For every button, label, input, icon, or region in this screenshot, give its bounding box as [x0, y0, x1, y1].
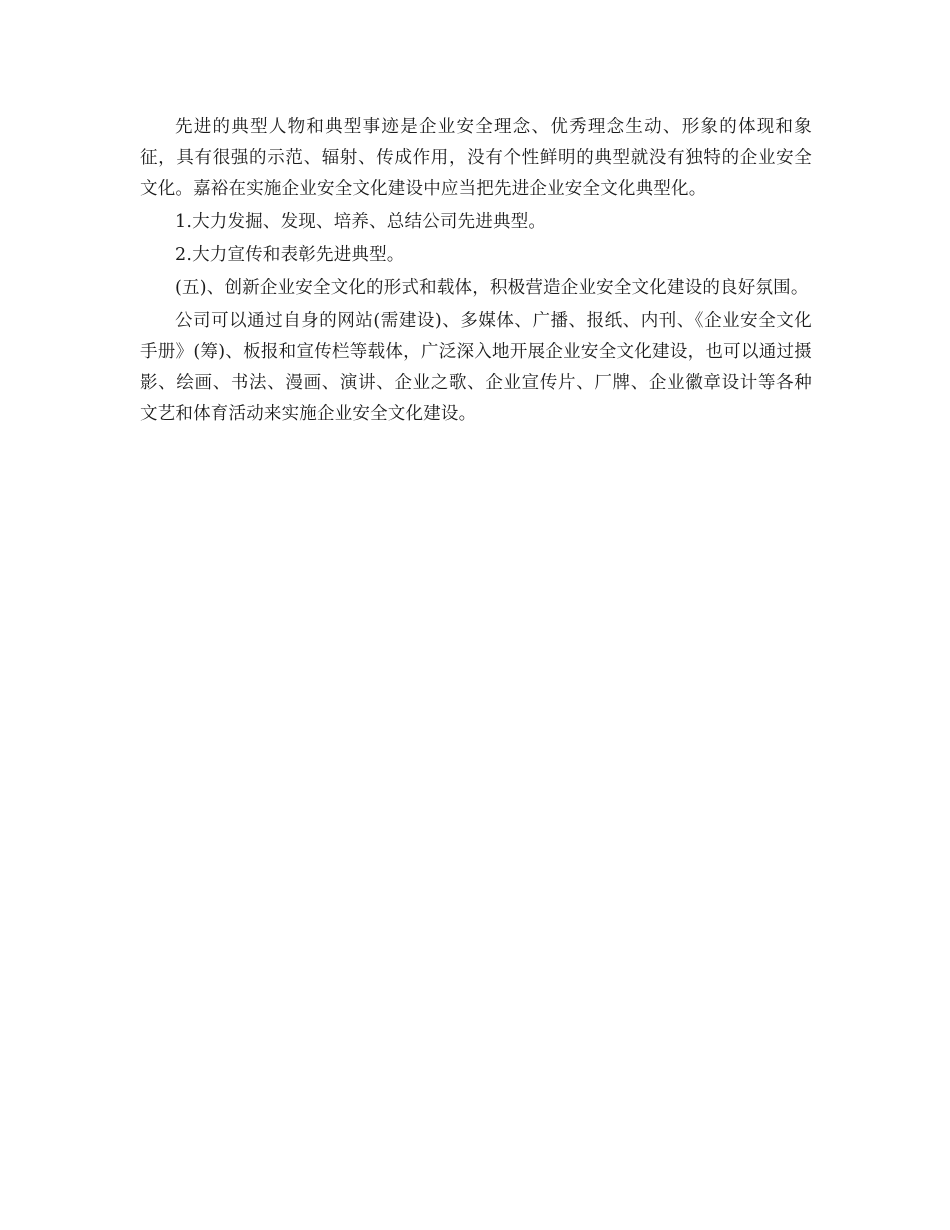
document-page [140, 112, 812, 430]
paragraph-typical-figures: 先进的典型人物和典型事迹是企业安全理念、优秀理念生动、形象的体现和象征，具有很强的示范、辐射、传成作用，没有个性鲜明的典型就没有独特的企业安全文化。嘉裕在实施企业安全文化建设中应当把先进企业安全文化典型化。 [140, 117, 812, 199]
list-item-promote-typical: 2.大力宣传和表彰先进典型。 [175, 245, 405, 265]
list-item-discover-typical: 1.大力发掘、发现、培养、总结公司先进典型。 [175, 212, 547, 232]
section-heading-innovation: (五)、创新企业安全文化的形式和载体，积极营造企业安全文化建设的良好氛围。 [175, 278, 809, 298]
paragraph-carriers: 公司可以通过自身的网站(需建设)、多媒体、广播、报纸、内刊、《企业安全文化手册》(筹)、板报和宣传栏等载体，广泛深入地开展企业安全文化建设，也可以通过摄影、绘画、书法、漫画、演讲、企业之歌、企业宣传片、厂牌、企业徽章设计等各种文艺和体育活动来实施企业安全文化建设。 [140, 311, 812, 424]
